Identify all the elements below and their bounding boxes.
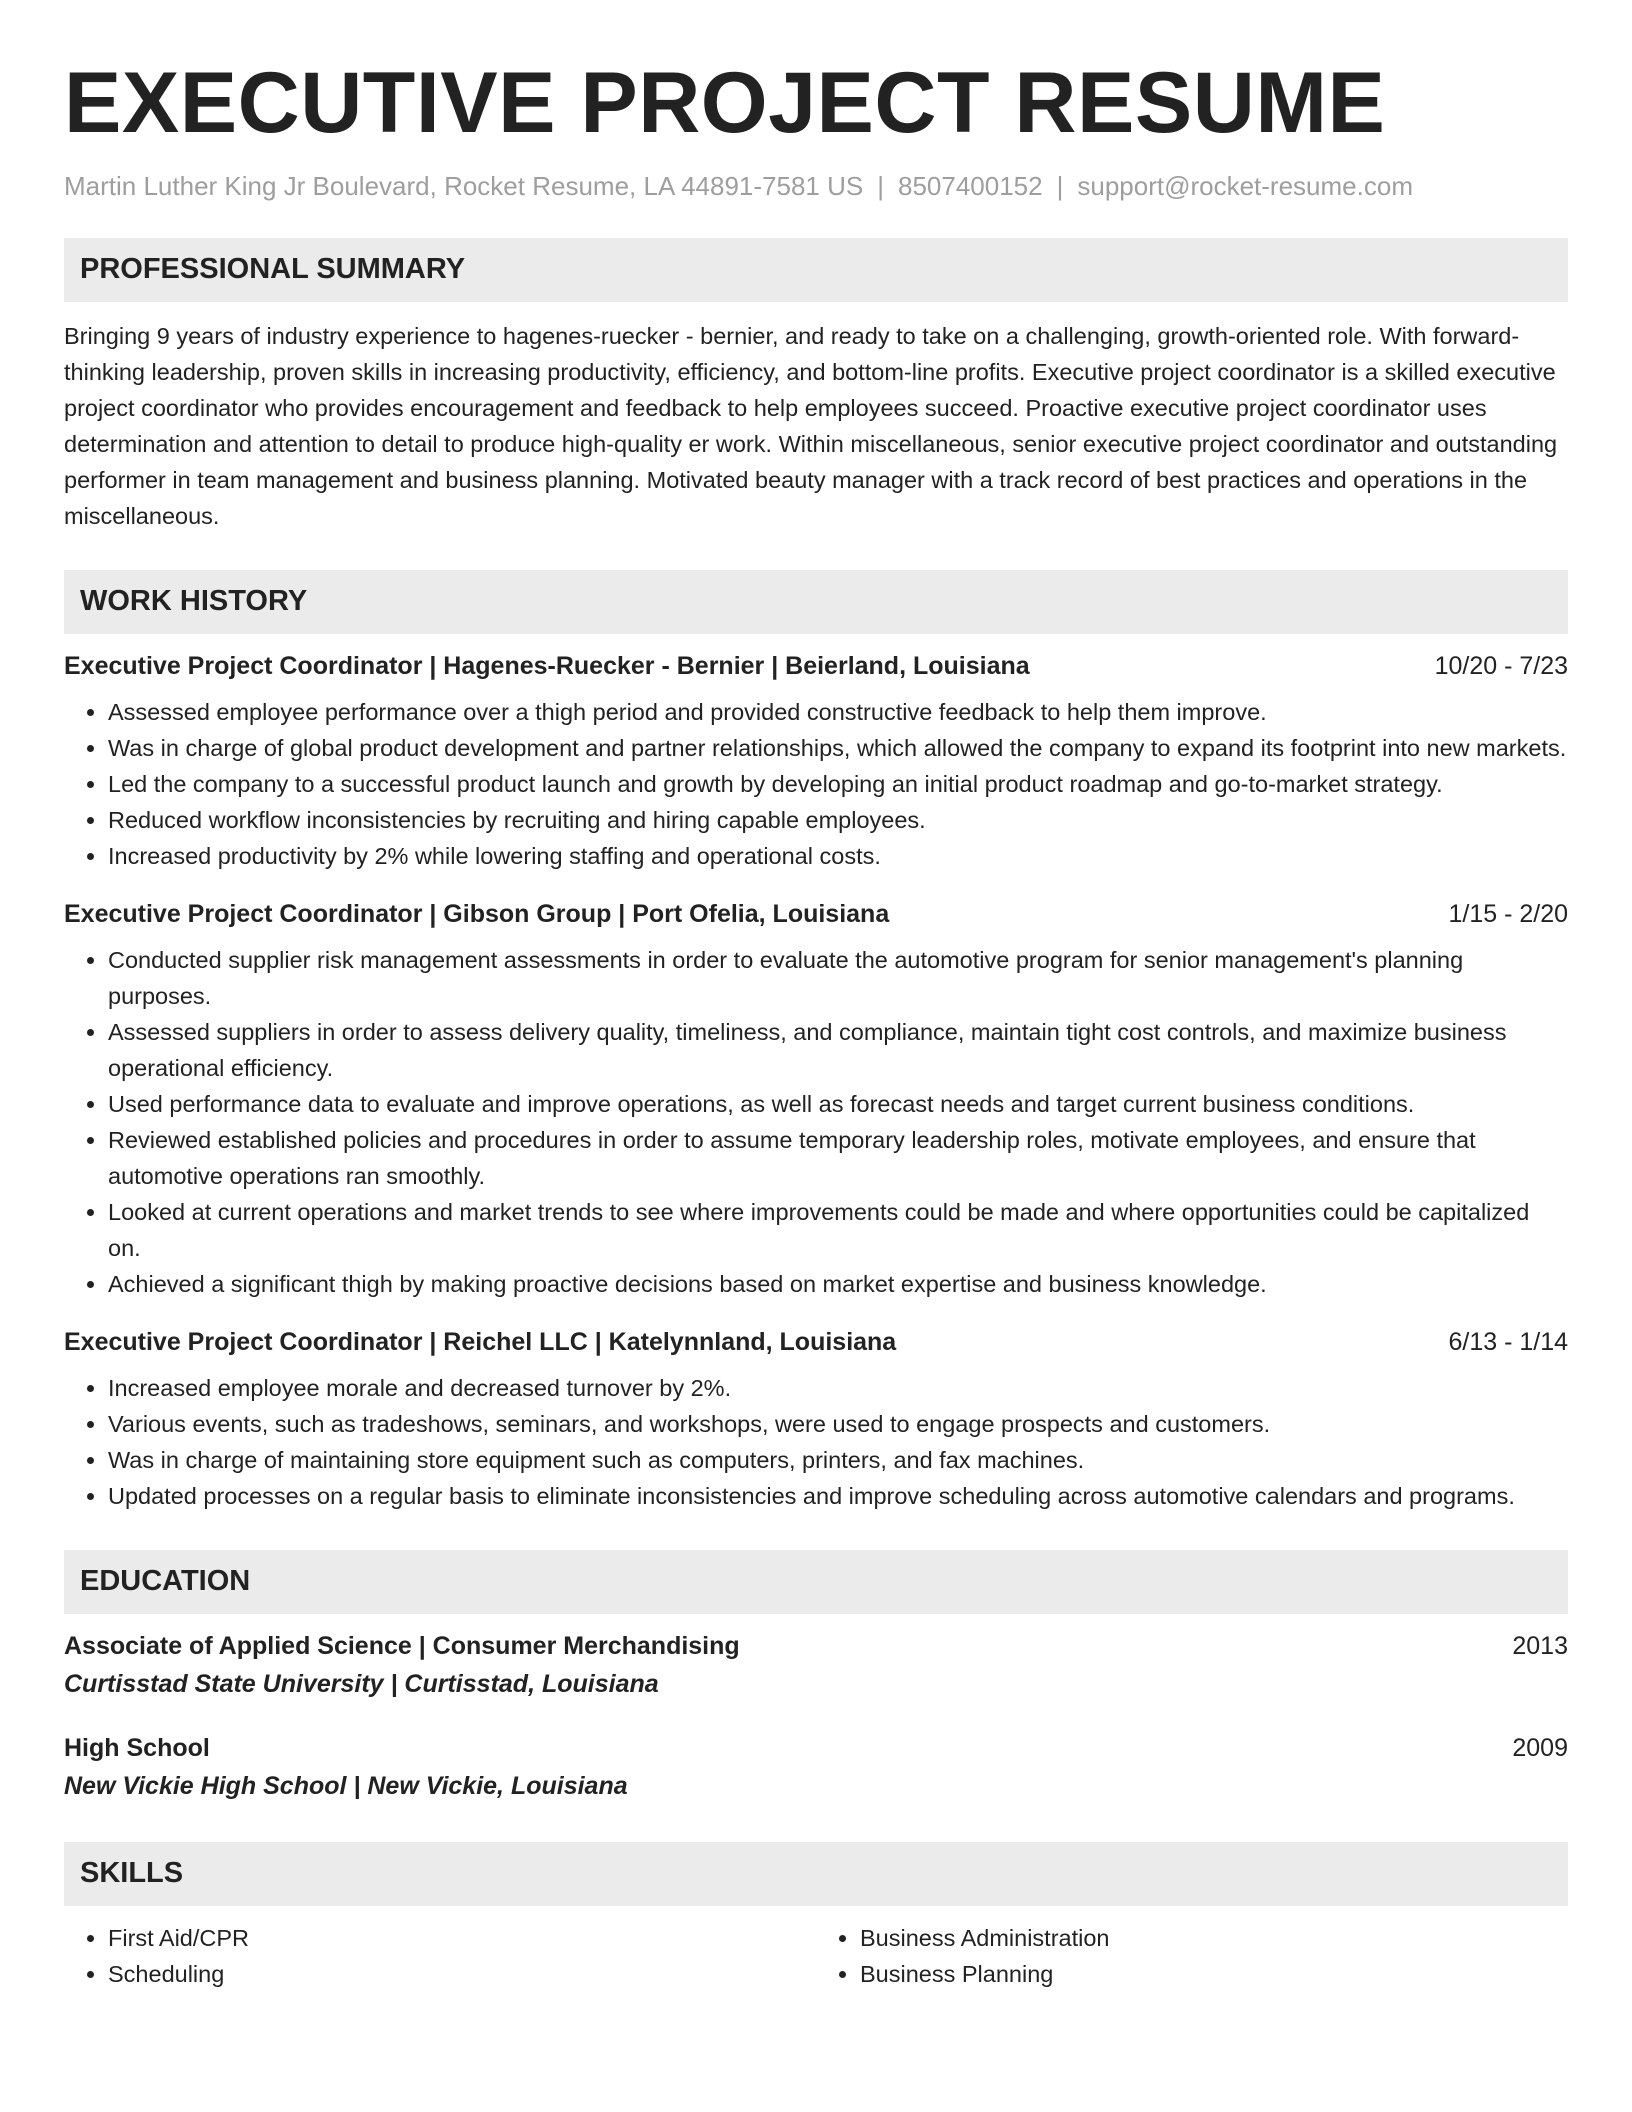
job-title: Executive Project Coordinator | Hagenes-Ruecker - Bernier | Beierland, Louisiana [64, 651, 1030, 680]
job-bullet: • Assessed suppliers in order to assess delivery quality, timeliness, and compliance, maintain tight cost controls, and maximize business operational efficiency. [108, 1014, 1568, 1086]
contact-phone: 8507400152 [897, 170, 1043, 201]
job-dates: 6/13 - 1/14 [1448, 1327, 1568, 1356]
job-entry [64, 648, 1568, 874]
education-school: New Vickie High School | New Vickie, Louisiana [64, 1771, 628, 1800]
skill-item: • Business Planning [860, 1956, 1568, 1992]
job-bullet: • Was in charge of maintaining store equipment such as computers, printers, and fax machines. [108, 1442, 1568, 1478]
contact-separator: | [1056, 170, 1064, 201]
job-bullet: • Looked at current operations and market trends to see where improvements could be made and where opportunities could be capitalized on. [108, 1194, 1568, 1266]
job-bullet: • Various events, such as tradeshows, seminars, and workshops, were used to engage prospects and customers. [108, 1406, 1568, 1442]
section-header-education: EDUCATION [64, 1550, 1568, 1614]
job-bullet: • Led the company to a successful product launch and growth by developing an initial product roadmap and go-to-market strategy. [108, 766, 1568, 802]
job-bullet: • Used performance data to evaluate and improve operations, as well as forecast needs and target current business conditions. [108, 1086, 1568, 1122]
job-bullet: • Reduced workflow inconsistencies by recruiting and hiring capable employees. [108, 802, 1568, 838]
contact-line [64, 171, 1568, 202]
job-bullet: • Increased productivity by 2% while lowering staffing and operational costs. [108, 838, 1568, 874]
resume-title: EXECUTIVE PROJECT RESUME [64, 55, 1386, 151]
job-entry [64, 896, 1568, 1302]
job-header [64, 1324, 1568, 1360]
skill-item: • First Aid/CPR [108, 1920, 816, 1956]
contact-email: support@rocket-resume.com [1077, 170, 1413, 201]
education-school: Curtisstad State University | Curtisstad, Louisiana [64, 1669, 659, 1698]
job-header [64, 648, 1568, 684]
education-entry [64, 1628, 1568, 1704]
job-bullets [64, 1370, 1568, 1514]
skill-item: • Business Administration [860, 1920, 1568, 1956]
education-entry [64, 1730, 1568, 1806]
job-bullet: • Conducted supplier risk management assessments in order to evaluate the automotive program for senior management's planning purposes. [108, 942, 1568, 1014]
skills-grid [64, 1920, 1568, 1992]
summary-text: Bringing 9 years of industry experience to hagenes-ruecker - bernier, and ready to take on a challenging, growth-oriented role. With forward-thinking leadership, proven skills in increasing productivity, efficiency, and bottom-line profits. Executive project coordinator is a skilled executive project coordinator who provides encouragement and feedback to help employees succeed. Proactive executive project coordinator uses determination and attention to detail to produce high-quality er work. Within miscellaneous, senior executive project coordinator and outstanding performer in team management and business planning. Motivated beauty manager with a track record of best practices and operations in the miscellaneous. [64, 322, 1558, 529]
job-bullet: • Updated processes on a regular basis to eliminate inconsistencies and improve scheduling across automotive calendars and programs. [108, 1478, 1568, 1514]
skills-column-left [64, 1920, 816, 1992]
job-entry [64, 1324, 1568, 1514]
job-bullet: • Achieved a significant thigh by making proactive decisions based on market expertise and business knowledge. [108, 1266, 1568, 1302]
job-header [64, 896, 1568, 932]
job-bullet: • Increased employee morale and decreased turnover by 2%. [108, 1370, 1568, 1406]
contact-address: Martin Luther King Jr Boulevard, Rocket Resume, LA 44891-7581 US [64, 170, 864, 201]
job-title: Executive Project Coordinator | Reichel LLC | Katelynnland, Louisiana [64, 1327, 897, 1356]
job-bullet: • Assessed employee performance over a thigh period and provided constructive feedback to help them improve. [108, 694, 1568, 730]
job-bullets [64, 694, 1568, 874]
education-degree: Associate of Applied Science | Consumer Merchandising [64, 1631, 740, 1660]
contact-separator: | [877, 170, 884, 201]
education-header [64, 1730, 1568, 1766]
education-year: 2013 [1512, 1631, 1568, 1660]
job-title: Executive Project Coordinator | Gibson Group | Port Ofelia, Louisiana [64, 899, 890, 928]
job-bullets [64, 942, 1568, 1302]
education-degree: High School [64, 1733, 210, 1762]
job-dates: 10/20 - 7/23 [1434, 651, 1568, 680]
skill-item: • Scheduling [108, 1956, 816, 1992]
skills-column-right [816, 1920, 1568, 1992]
section-header-skills: SKILLS [64, 1842, 1568, 1906]
job-bullet: • Reviewed established policies and procedures in order to assume temporary leadership roles, motivate employees, and ensure that automotive operations ran smoothly. [108, 1122, 1568, 1194]
job-dates: 1/15 - 2/20 [1448, 899, 1568, 928]
job-bullet: • Was in charge of global product development and partner relationships, which allowed the company to expand its footprint into new markets. [108, 730, 1568, 766]
section-header-work-history: WORK HISTORY [64, 570, 1568, 634]
education-header [64, 1628, 1568, 1664]
education-year: 2009 [1512, 1733, 1568, 1762]
section-header-summary: PROFESSIONAL SUMMARY [64, 238, 1568, 302]
